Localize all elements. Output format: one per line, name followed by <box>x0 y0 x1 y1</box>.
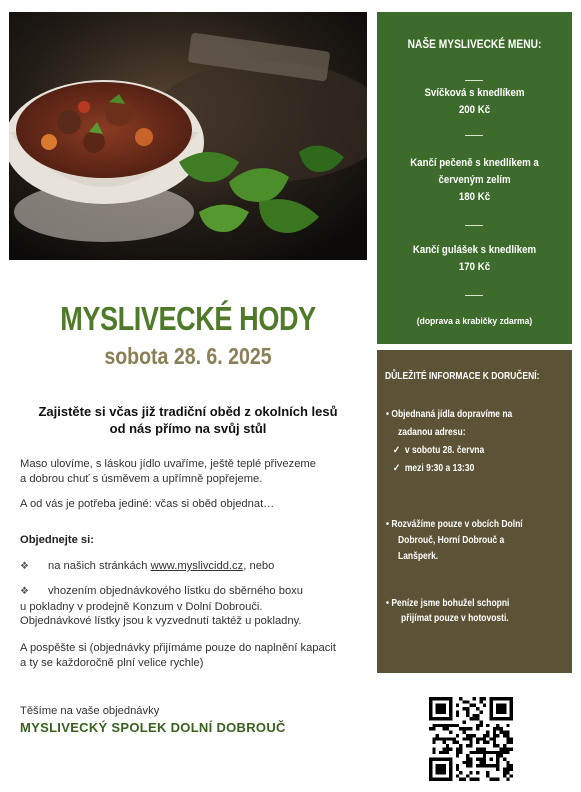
intro-line-1: Maso ulovíme, s láskou jídlo uvaříme, ještě teplé přivezeme <box>20 458 316 470</box>
info-b1-line-1: Objednaná jídla dopravíme na <box>391 409 513 420</box>
info-b1-check-1: v sobotu 28. června <box>404 445 485 456</box>
info-b1-check-2: mezi 9:30 a 13:30 <box>404 463 475 474</box>
food-photo <box>9 12 367 260</box>
info-bullet-1: • Objednaná jídla dopravíme na <box>386 409 513 420</box>
order-option-box <box>20 584 370 629</box>
intro-paragraph <box>20 457 370 486</box>
lead-line-2: od nás přímo na svůj stůl <box>109 421 267 436</box>
order-box-line-2: u pokladny v prodejně Konzum v Dolní Dobrouči. <box>20 600 263 613</box>
info-check-2 <box>393 460 474 477</box>
info-check-1 <box>393 442 484 459</box>
menu-item-1-name: Svíčková s knedlíkem <box>424 87 525 99</box>
intro-line-2: a dobrou chuť s úsměvem a upřímně popřejeme. <box>20 472 263 485</box>
lead-line-1: Zajistěte si včas již tradiční oběd z okolních lesů <box>38 404 338 419</box>
menu-divider <box>465 295 483 296</box>
menu-panel <box>377 12 572 344</box>
hurry-paragraph <box>20 641 370 670</box>
menu-divider <box>465 225 483 226</box>
menu-item-2-price: 180 Kč <box>458 191 491 203</box>
info-b2-line-2: Dobrouč, Horní Dobrouč a <box>398 535 505 546</box>
menu-item-2-name-2: červeným zelím <box>438 174 511 186</box>
footer-organization: MYSLIVECKÝ SPOLEK DOLNÍ DOBROUČ <box>20 720 286 735</box>
diamond-bullet-icon: ❖ <box>20 561 29 572</box>
footer-greeting: Těšíme na vaše objednávky <box>20 705 160 717</box>
menu-item-3-price: 170 Kč <box>458 261 491 273</box>
checkmark-icon: ✓ <box>393 445 401 456</box>
info-b2-line-1: Rozvážíme pouze v obcích Dolní <box>391 519 523 530</box>
menu-item-3-name: Kančí gulášek s knedlíkem <box>412 244 537 256</box>
event-date: sobota 28. 6. 2025 <box>104 343 272 369</box>
order-reminder: A od vás je potřeba jediné: včas si oběd objednat… <box>20 498 275 510</box>
menu-divider <box>465 80 483 81</box>
menu-heading: NAŠE MYSLIVECKÉ MENU: <box>407 37 542 51</box>
order-box-line-3: Objednávkové lístky jsou k vyzvednutí taktéž u pokladny. <box>20 615 302 627</box>
menu-item-2-name-1: Kančí pečeně s knedlíkem a <box>410 157 539 169</box>
info-b1-line-2: zadanou adresu: <box>398 427 466 438</box>
menu-item-3 <box>389 242 561 276</box>
diamond-bullet-icon: ❖ <box>20 586 29 597</box>
info-b3-line-1: Peníze jsme bohužel schopni <box>391 598 510 609</box>
menu-divider <box>465 135 483 136</box>
menu-note: (doprava a krabičky zdarma) <box>416 316 533 327</box>
info-bullet-3: • Peníze jsme bohužel schopni <box>386 598 510 609</box>
info-b3-line-2: přijímat pouze v hotovosti. <box>401 613 509 624</box>
checkmark-icon: ✓ <box>393 463 401 474</box>
order-option-web <box>20 559 370 575</box>
hurry-line-2: a ty se každoročně plní velice rychle) <box>20 656 204 669</box>
page-title: MYSLIVECKÉ HODY <box>60 300 316 337</box>
hurry-line-1: A pospěšte si (objednávky přijímáme pouze do naplnění kapacit <box>20 642 336 654</box>
info-bullet-2: • Rozvážíme pouze v obcích Dolní <box>386 519 523 530</box>
website-link[interactable]: www.myslivcidd.cz <box>150 560 244 572</box>
order-web-suffix: , nebo <box>243 560 275 572</box>
info-b2-line-3: Lanšperk. <box>398 551 439 562</box>
delivery-info-panel <box>377 350 572 673</box>
qr-code[interactable] <box>429 697 513 781</box>
menu-item-1-price: 200 Kč <box>458 104 491 116</box>
lead-text <box>10 403 366 437</box>
info-heading: DŮLEŽITÉ INFORMACE K DORUČENÍ: <box>385 371 540 382</box>
menu-item-2 <box>389 155 561 206</box>
order-web-prefix: na našich stránkách <box>48 560 151 572</box>
order-heading: Objednejte si: <box>20 534 94 546</box>
order-box-line-1: vhozením objednávkového lístku do sběrného boxu <box>48 585 303 597</box>
menu-item-1 <box>389 85 561 119</box>
